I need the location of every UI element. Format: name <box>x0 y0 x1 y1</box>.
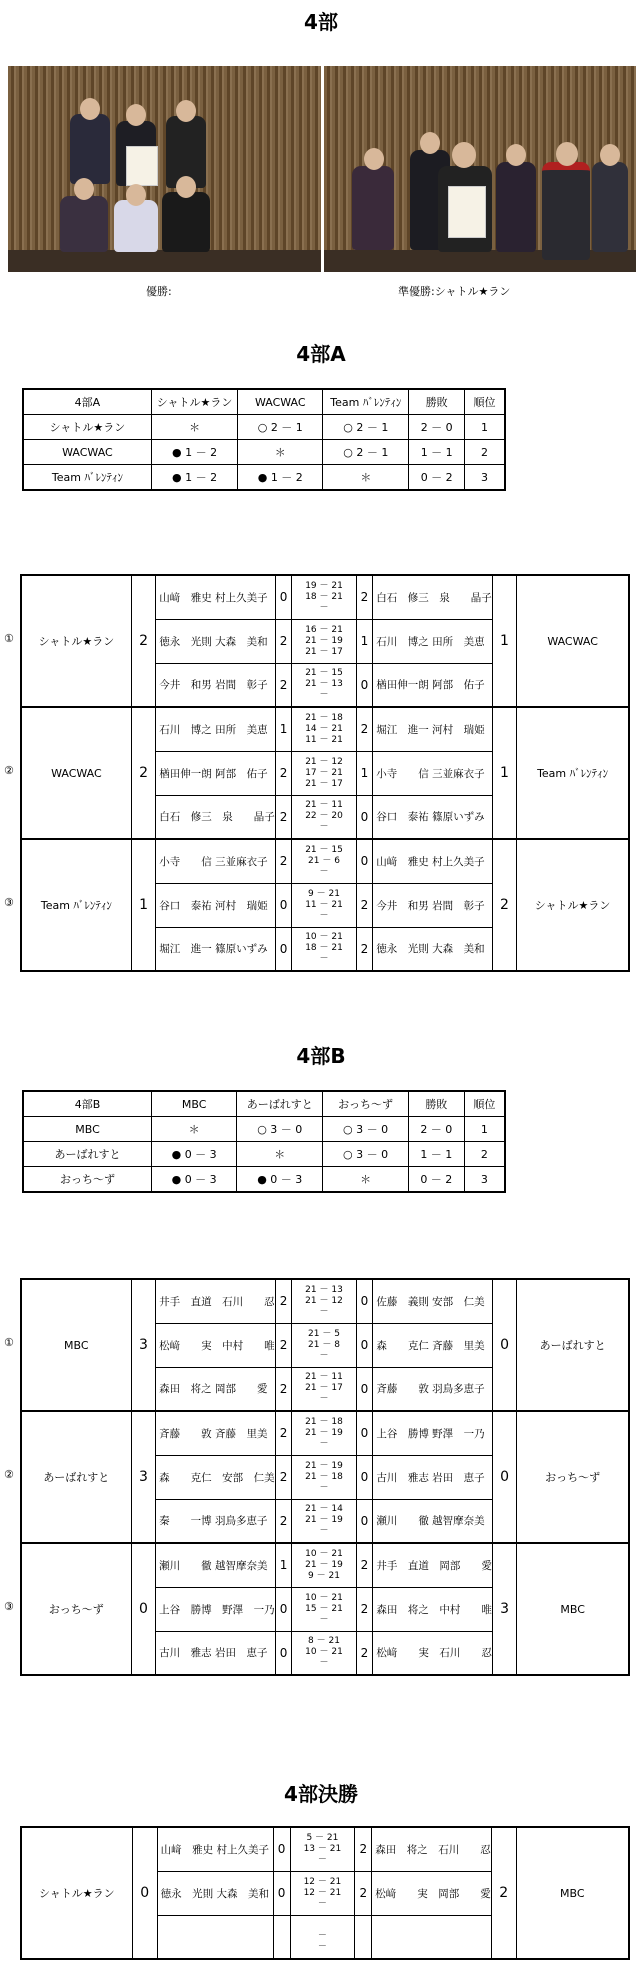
set-score: － <box>319 1306 329 1317</box>
right-games-won: 2 <box>356 575 373 619</box>
right-games-won: 2 <box>356 883 373 927</box>
set-score: 21 － 19 <box>305 635 343 646</box>
right-pair-names: 上谷 勝博 野澤 一乃 <box>373 1411 493 1455</box>
game-scores <box>292 1631 356 1675</box>
match-number: ① <box>4 632 14 645</box>
left-team: WACWAC <box>21 707 131 839</box>
set-score: 21 － 19 <box>305 1427 343 1438</box>
left-pair-names: 徳永 光則 大森 美和 <box>156 619 276 663</box>
standings-cell: 2 <box>464 1142 505 1167</box>
left-pair-names: 森田 将之 岡部 愛 <box>156 1367 276 1411</box>
set-score: － <box>317 1898 327 1909</box>
right-games-won: 2 <box>356 927 373 971</box>
set-score: 21 － 18 <box>305 1416 343 1427</box>
right-games-won: 0 <box>356 1499 373 1543</box>
left-pair-names: 瀬川 徹 越智摩奈美 <box>156 1543 276 1587</box>
right-team: おっち～ず <box>517 1411 629 1543</box>
set-score: 21 － 15 <box>305 668 343 679</box>
set-score: 21 － 18 <box>305 1471 343 1482</box>
right-games-won: 0 <box>356 1367 373 1411</box>
right-match-score: 1 <box>492 707 516 839</box>
left-games-won: 1 <box>275 707 292 751</box>
group-a-standings-table <box>22 388 506 491</box>
standings-row <box>23 465 505 491</box>
left-match-score: 3 <box>131 1411 156 1543</box>
set-score: 21 － 11 <box>305 1372 343 1383</box>
standings-cell: 2 － 0 <box>408 1117 464 1142</box>
left-games-won: 2 <box>275 1499 292 1543</box>
team-name: あーばれすと <box>23 1142 152 1167</box>
right-match-score: 2 <box>491 1827 516 1959</box>
game-scores <box>292 883 356 927</box>
team-name: WACWAC <box>23 440 151 465</box>
game-row <box>21 1827 629 1871</box>
standings-header-cell: あーばれすと <box>237 1091 323 1117</box>
left-team: おっち～ず <box>21 1543 131 1675</box>
left-pair-names: 秦 一博 羽鳥多恵子 <box>156 1499 276 1543</box>
left-pair-names: 山﨑 雅史 村上久美子 <box>156 575 276 619</box>
right-pair-names: 徳永 光則 大森 美和 <box>373 927 493 971</box>
set-score: 21 － 14 <box>305 1504 343 1515</box>
set-score: － <box>319 822 329 833</box>
game-scores <box>292 1543 356 1587</box>
standings-cell: 1 － 1 <box>409 440 465 465</box>
match-number: ② <box>4 1468 14 1481</box>
standings-row <box>23 415 505 440</box>
standings-header-cell: シャトル★ラン <box>151 389 237 415</box>
standings-header-cell: 4部B <box>23 1091 152 1117</box>
left-team: MBC <box>21 1279 131 1411</box>
right-team: あーばれすと <box>517 1279 629 1411</box>
set-score: 9 － 21 <box>308 888 340 899</box>
right-pair-names: 白石 修三 泉 晶子 <box>373 575 493 619</box>
left-team: Team ﾊﾞﾚﾝﾃｨﾝ <box>21 839 131 971</box>
set-score: 21 － 19 <box>305 1460 343 1471</box>
right-team: MBC <box>516 1827 629 1959</box>
set-score: 21 － 13 <box>305 679 343 690</box>
right-pair-names: 今井 和男 岩間 彰子 <box>373 883 493 927</box>
set-score: 9 － 21 <box>308 1570 340 1581</box>
group-a-title: 4部A <box>296 342 346 366</box>
right-pair-names: 松﨑 実 岡部 愛 <box>372 1871 492 1915</box>
left-games-won: 2 <box>275 1323 292 1367</box>
left-games-won: 0 <box>273 1871 290 1915</box>
game-row <box>21 1543 629 1587</box>
left-games-won: 0 <box>275 1631 292 1675</box>
left-games-won <box>273 1915 290 1959</box>
game-scores <box>292 1587 356 1631</box>
set-score: 21 － 12 <box>305 756 343 767</box>
right-pair-names: 松﨑 実 石川 忍 <box>373 1631 493 1675</box>
right-pair-names: 森 克仁 斉藤 里美 <box>373 1323 493 1367</box>
game-scores <box>292 707 356 751</box>
right-match-score: 0 <box>492 1411 517 1543</box>
right-games-won: 0 <box>356 1455 373 1499</box>
set-score: 21 － 19 <box>305 1515 343 1526</box>
set-score: 21 － 18 <box>305 712 343 723</box>
left-games-won: 2 <box>275 1279 292 1323</box>
set-score: － <box>319 1614 329 1625</box>
right-games-won: 1 <box>356 619 373 663</box>
set-score: 21 － 15 <box>305 844 343 855</box>
right-team: Team ﾊﾞﾚﾝﾃｨﾝ <box>517 707 629 839</box>
team-name: シャトル★ラン <box>23 415 151 440</box>
standings-cell: 0 － 2 <box>409 465 465 491</box>
standings-cell: 3 <box>464 1167 505 1193</box>
set-score: 18 － 21 <box>305 943 343 954</box>
standings-row <box>23 1117 505 1142</box>
group-b-standings-table <box>22 1090 506 1193</box>
right-pair-names <box>372 1915 492 1959</box>
set-score: 19 － 21 <box>305 580 343 591</box>
right-games-won: 0 <box>356 795 373 839</box>
game-scores <box>290 1871 355 1915</box>
set-score: 21 － 17 <box>305 646 343 657</box>
right-games-won: 2 <box>355 1827 372 1871</box>
left-games-won: 2 <box>275 751 292 795</box>
left-games-won: 2 <box>275 795 292 839</box>
game-row <box>21 1411 629 1455</box>
left-pair-names: 白石 修三 泉 晶子 <box>156 795 276 839</box>
standings-cell: 3 <box>465 465 506 491</box>
right-games-won: 2 <box>356 1587 373 1631</box>
standings-cell: ○ 2 － 1 <box>323 415 409 440</box>
set-score: 8 － 21 <box>308 1636 340 1647</box>
left-match-score: 2 <box>131 575 155 707</box>
set-score: 13 － 21 <box>303 1843 342 1854</box>
left-games-won: 0 <box>275 575 292 619</box>
right-games-won: 2 <box>356 1631 373 1675</box>
left-match-score: 0 <box>131 1543 156 1675</box>
standings-header-cell: MBC <box>152 1091 237 1117</box>
set-score: 22 － 20 <box>305 811 343 822</box>
right-pair-names: 森田 将之 中村 唯 <box>373 1587 493 1631</box>
standings-header-cell: おっち～ず <box>323 1091 409 1117</box>
set-score: 21 － 17 <box>305 1383 343 1394</box>
match-number: ③ <box>4 896 14 909</box>
left-games-won: 1 <box>275 1543 292 1587</box>
left-pair-names: 今井 和男 岩間 彰子 <box>156 663 276 707</box>
final-match-table <box>20 1826 630 1960</box>
standings-cell: ● 0 － 3 <box>152 1167 237 1193</box>
left-pair-names: 井手 直道 石川 忍 <box>156 1279 276 1323</box>
set-score: － <box>319 1658 329 1669</box>
game-scores <box>292 751 356 795</box>
left-pair-names: 小寺 信 三並麻衣子 <box>156 839 276 883</box>
right-team: シャトル★ラン <box>517 839 629 971</box>
set-score: 10 － 21 <box>305 1548 343 1559</box>
set-score: 21 － 19 <box>305 1559 343 1570</box>
game-scores <box>292 619 356 663</box>
left-team: シャトル★ラン <box>21 575 131 707</box>
standings-row <box>23 1167 505 1193</box>
set-score: 16 － 21 <box>305 624 343 635</box>
set-score: 21 － 13 <box>305 1284 343 1295</box>
left-pair-names: 松﨑 実 中村 唯 <box>156 1323 276 1367</box>
left-pair-names <box>157 1915 273 1959</box>
standings-cell: ＊ <box>237 1142 323 1167</box>
winner-photo <box>8 66 321 272</box>
standings-header-row <box>23 389 505 415</box>
standings-row <box>23 440 505 465</box>
standings-cell: ＊ <box>152 1117 237 1142</box>
standings-header-cell: WACWAC <box>238 389 323 415</box>
right-games-won: 2 <box>356 1543 373 1587</box>
set-score: 5 － 21 <box>306 1832 339 1843</box>
game-scores <box>292 1455 356 1499</box>
left-pair-names: 石川 博之 田所 美恵 <box>156 707 276 751</box>
standings-cell: ● 0 － 3 <box>152 1142 237 1167</box>
standings-cell: ○ 2 － 1 <box>323 440 409 465</box>
left-games-won: 0 <box>275 1587 292 1631</box>
runner-up-caption: 準優勝:シャトル★ラン <box>398 285 511 298</box>
standings-cell: 2 － 0 <box>409 415 465 440</box>
game-scores <box>292 1367 356 1411</box>
right-pair-names: 谷口 泰祐 篠原いずみ <box>373 795 493 839</box>
game-scores <box>292 1411 356 1455</box>
left-pair-names: 山﨑 雅史 村上久美子 <box>157 1827 273 1871</box>
right-pair-names: 井手 直道 岡部 愛 <box>373 1543 493 1587</box>
standings-cell: 1 － 1 <box>408 1142 464 1167</box>
left-pair-names: 谷口 泰祐 河村 瑞姫 <box>156 883 276 927</box>
left-games-won: 2 <box>275 1367 292 1411</box>
left-pair-names: 古川 雅志 岩田 恵子 <box>156 1631 276 1675</box>
standings-header-cell: Team ﾊﾞﾚﾝﾃｨﾝ <box>323 389 409 415</box>
set-score: － <box>319 1482 329 1493</box>
right-games-won <box>355 1915 372 1959</box>
set-score: 11 － 21 <box>305 734 343 745</box>
left-games-won: 0 <box>273 1827 290 1871</box>
set-score: － <box>319 866 329 877</box>
set-score: 12 － 21 <box>303 1887 342 1898</box>
right-pair-names: 古川 雅志 岩田 恵子 <box>373 1455 493 1499</box>
standings-row <box>23 1142 505 1167</box>
set-score: 21 － 12 <box>305 1295 343 1306</box>
match-number: ③ <box>4 1600 14 1613</box>
right-games-won: 0 <box>356 1411 373 1455</box>
set-score: 17 － 21 <box>305 767 343 778</box>
left-games-won: 2 <box>275 663 292 707</box>
set-score: － <box>317 1854 327 1865</box>
game-scores <box>292 663 356 707</box>
left-games-won: 2 <box>275 619 292 663</box>
standings-cell: 2 <box>465 440 506 465</box>
standings-cell: ＊ <box>323 465 409 491</box>
standings-cell: ● 1 － 2 <box>151 440 237 465</box>
final-title: 4部決勝 <box>284 1782 358 1806</box>
left-pair-names: 徳永 光則 大森 美和 <box>157 1871 273 1915</box>
page-title: 4部 <box>304 10 338 34</box>
right-match-score: 3 <box>492 1543 517 1675</box>
right-pair-names: 小寺 信 三並麻衣子 <box>373 751 493 795</box>
right-pair-names: 楢田伸一朗 阿部 佑子 <box>373 663 493 707</box>
game-row <box>21 575 629 619</box>
right-games-won: 2 <box>355 1871 372 1915</box>
left-match-score: 0 <box>132 1827 157 1959</box>
right-games-won: 0 <box>356 839 373 883</box>
standings-cell: ＊ <box>151 415 237 440</box>
team-name: Team ﾊﾞﾚﾝﾃｨﾝ <box>23 465 151 491</box>
right-games-won: 0 <box>356 1323 373 1367</box>
right-match-score: 2 <box>492 839 516 971</box>
runner-up-photo <box>324 66 636 272</box>
right-pair-names: 佐藤 義則 安部 仁美 <box>373 1279 493 1323</box>
team-name: おっち～ず <box>23 1167 152 1193</box>
standings-cell: ● 1 － 2 <box>238 465 323 491</box>
right-team: MBC <box>517 1543 629 1675</box>
set-score: 11 － 21 <box>305 899 343 910</box>
group-b-title: 4部B <box>296 1044 346 1068</box>
right-pair-names: 森田 将之 石川 忍 <box>372 1827 492 1871</box>
game-scores <box>290 1915 355 1959</box>
set-score: － <box>319 1350 329 1361</box>
set-score: 10 － 21 <box>305 1592 343 1603</box>
right-pair-names: 瀬川 徹 越智摩奈美 <box>373 1499 493 1543</box>
set-score: 10 － 21 <box>305 932 343 943</box>
standings-cell: ○ 3 － 0 <box>323 1142 409 1167</box>
winner-caption: 優勝: <box>146 285 172 298</box>
game-scores <box>292 1323 356 1367</box>
set-score: － <box>317 1931 327 1942</box>
game-scores <box>292 1499 356 1543</box>
left-match-score: 2 <box>131 707 155 839</box>
set-score <box>291 1920 355 1931</box>
game-scores <box>292 795 356 839</box>
standings-header-cell: 勝敗 <box>408 1091 464 1117</box>
right-team: WACWAC <box>517 575 629 707</box>
standings-cell: ○ 2 － 1 <box>238 415 323 440</box>
standings-header-cell: 順位 <box>465 389 506 415</box>
standings-cell: ● 0 － 3 <box>237 1167 323 1193</box>
set-score: － <box>319 1526 329 1537</box>
game-scores <box>292 927 356 971</box>
standings-header-cell: 4部A <box>23 389 151 415</box>
set-score: 18 － 21 <box>305 591 343 602</box>
set-score: 21 － 6 <box>308 855 340 866</box>
group-b-match-table <box>20 1278 630 1676</box>
standings-cell: ○ 3 － 0 <box>323 1117 409 1142</box>
set-score: － <box>319 602 329 613</box>
right-pair-names: 堀江 進一 河村 瑞姫 <box>373 707 493 751</box>
set-score: 21 － 11 <box>305 800 343 811</box>
right-match-score: 1 <box>492 575 516 707</box>
left-match-score: 3 <box>131 1279 156 1411</box>
right-match-score: 0 <box>492 1279 517 1411</box>
right-games-won: 0 <box>356 1279 373 1323</box>
right-games-won: 0 <box>356 663 373 707</box>
left-pair-names: 楢田伸一朗 阿部 佑子 <box>156 751 276 795</box>
left-team: あーばれすと <box>21 1411 131 1543</box>
game-scores <box>292 575 356 619</box>
right-games-won: 1 <box>356 751 373 795</box>
game-row <box>21 839 629 883</box>
set-score: 21 － 8 <box>308 1339 340 1350</box>
group-a-match-table <box>20 574 630 972</box>
game-row <box>21 1279 629 1323</box>
right-games-won: 2 <box>356 707 373 751</box>
standings-cell: 1 <box>465 415 506 440</box>
left-games-won: 0 <box>275 927 292 971</box>
standings-cell: ● 1 － 2 <box>151 465 237 491</box>
left-games-won: 2 <box>275 1411 292 1455</box>
standings-cell: 0 － 2 <box>408 1167 464 1193</box>
match-number: ② <box>4 764 14 777</box>
set-score: 10 － 21 <box>305 1647 343 1658</box>
left-pair-names: 斉藤 敦 斉藤 里美 <box>156 1411 276 1455</box>
standings-header-cell: 順位 <box>464 1091 505 1117</box>
standings-cell: ＊ <box>323 1167 409 1193</box>
set-score: 15 － 21 <box>305 1603 343 1614</box>
game-scores <box>292 839 356 883</box>
set-score: － <box>317 1942 327 1953</box>
left-team: シャトル★ラン <box>21 1827 132 1959</box>
left-games-won: 2 <box>275 839 292 883</box>
set-score: 21 － 17 <box>305 778 343 789</box>
left-pair-names: 森 克仁 安部 仁美 <box>156 1455 276 1499</box>
match-number: ① <box>4 1336 14 1349</box>
left-games-won: 0 <box>275 883 292 927</box>
set-score: － <box>319 690 329 701</box>
game-scores <box>292 1279 356 1323</box>
set-score: － <box>319 1438 329 1449</box>
set-score: － <box>319 1394 329 1405</box>
standings-cell: 1 <box>464 1117 505 1142</box>
standings-cell: ○ 3 － 0 <box>237 1117 323 1142</box>
team-name: MBC <box>23 1117 152 1142</box>
set-score: － <box>319 910 329 921</box>
right-pair-names: 斉藤 敦 羽鳥多恵子 <box>373 1367 493 1411</box>
game-scores <box>290 1827 355 1871</box>
standings-header-cell: 勝敗 <box>409 389 465 415</box>
standings-cell: ＊ <box>238 440 323 465</box>
set-score: 12 － 21 <box>303 1876 342 1887</box>
left-pair-names: 上谷 勝博 野澤 一乃 <box>156 1587 276 1631</box>
set-score: 21 － 5 <box>308 1328 340 1339</box>
set-score: 14 － 21 <box>305 723 343 734</box>
left-match-score: 1 <box>131 839 155 971</box>
right-pair-names: 石川 博之 田所 美恵 <box>373 619 493 663</box>
game-row <box>21 707 629 751</box>
left-games-won: 2 <box>275 1455 292 1499</box>
left-pair-names: 堀江 進一 篠原いずみ <box>156 927 276 971</box>
right-pair-names: 山﨑 雅史 村上久美子 <box>373 839 493 883</box>
standings-header-row <box>23 1091 505 1117</box>
set-score: － <box>319 954 329 965</box>
